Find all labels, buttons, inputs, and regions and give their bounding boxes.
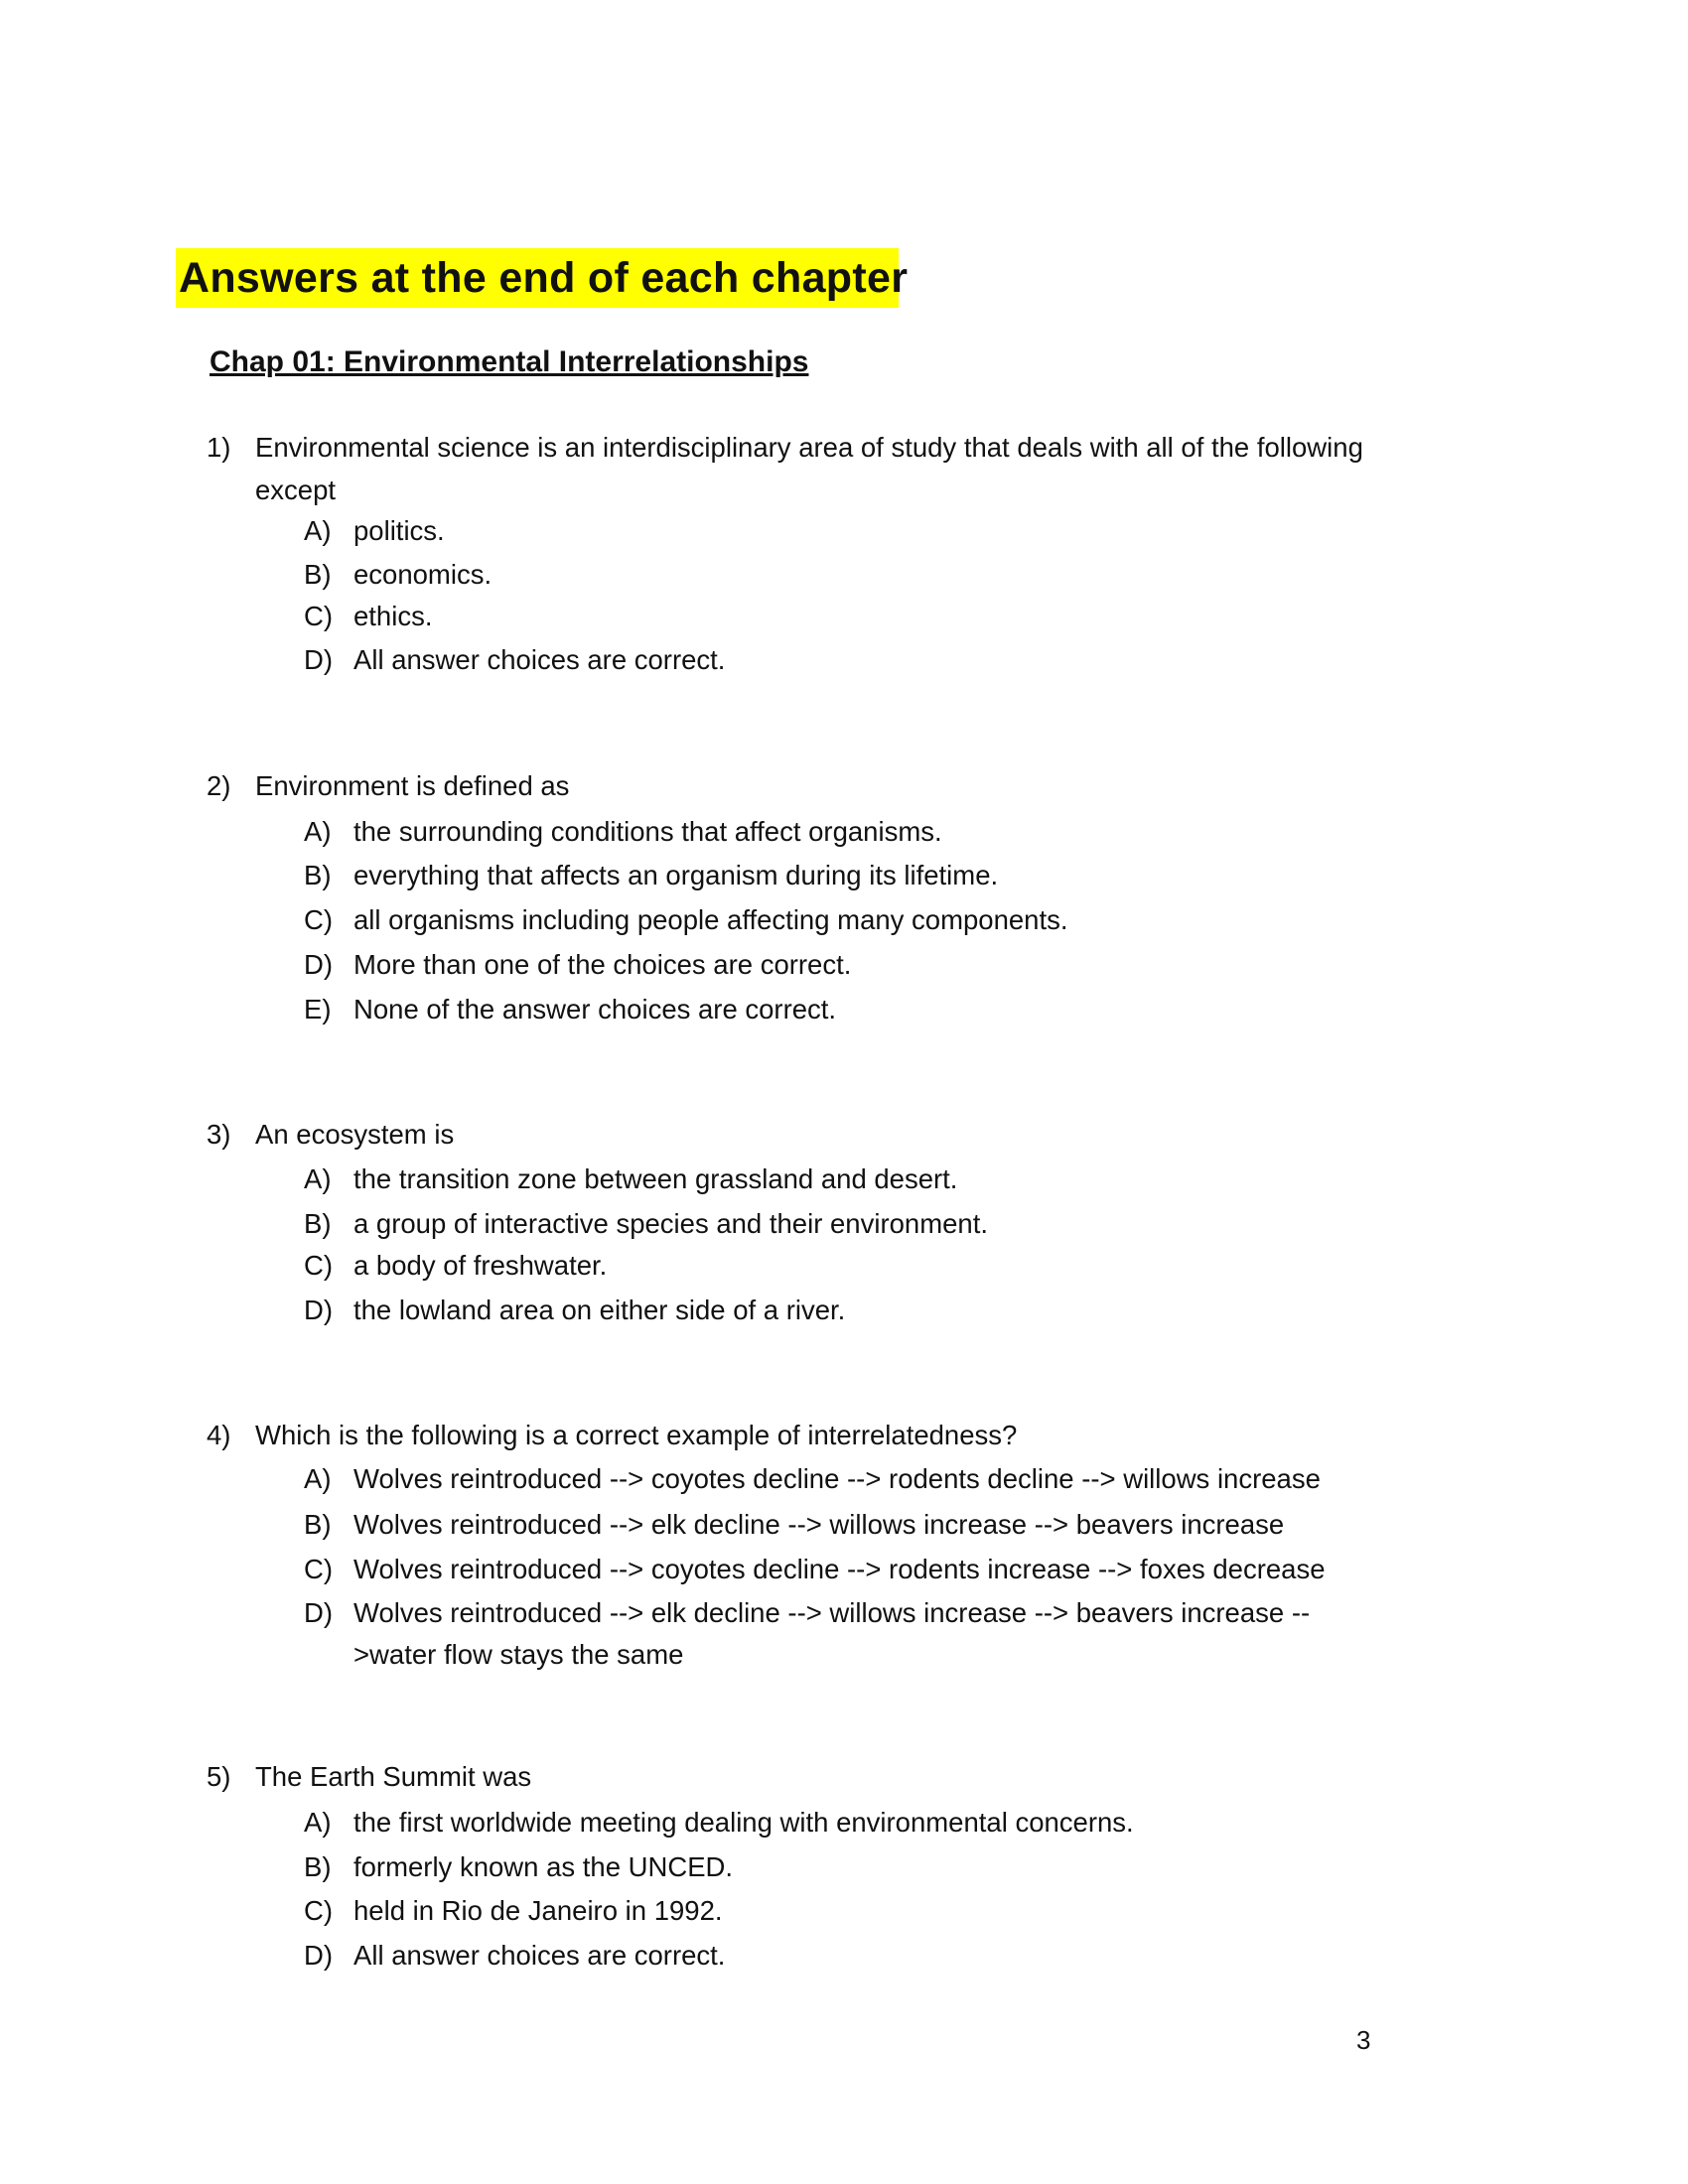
option-text: Wolves reintroduced --> coyotes decline --> rodents increase --> foxes decrease (353, 1554, 1326, 1584)
option-letter: C) (304, 1250, 334, 1281)
question-number: 3) (207, 1119, 231, 1150)
option-letter: C) (304, 1895, 334, 1926)
option-letter: B) (304, 1208, 332, 1239)
option-text: >water flow stays the same (353, 1639, 684, 1670)
question-text: Which is the following is a correct example of interrelatedness? (255, 1420, 1018, 1450)
option-letter: E) (304, 994, 332, 1024)
option-text: More than one of the choices are correct. (353, 949, 852, 980)
option-letter: D) (304, 1295, 334, 1325)
chapter-heading: Chap 01: Environmental Interrelationships (210, 345, 809, 378)
option-letter: C) (304, 904, 334, 935)
option-letter: B) (304, 559, 332, 590)
option-letter: A) (304, 515, 332, 546)
option-letter: D) (304, 1940, 334, 1971)
question-number: 4) (207, 1420, 231, 1450)
option-text: Wolves reintroduced --> coyotes decline --> rodents decline --> willows increase (353, 1463, 1321, 1494)
question-text: Environmental science is an interdisciplinary area of study that deals with all of the following (255, 432, 1363, 463)
option-text: the surrounding conditions that affect organisms. (353, 816, 942, 847)
option-text: Wolves reintroduced --> elk decline --> willows increase --> beavers increase -- (353, 1597, 1311, 1628)
option-text: a group of interactive species and their environment. (353, 1208, 988, 1239)
option-text: Wolves reintroduced --> elk decline --> willows increase --> beavers increase (353, 1509, 1285, 1540)
option-letter: C) (304, 1554, 334, 1584)
option-letter: B) (304, 1851, 332, 1882)
option-text: everything that affects an organism during its lifetime. (353, 860, 999, 890)
option-text: a body of freshwater. (353, 1250, 608, 1281)
option-letter: B) (304, 1509, 332, 1540)
question-number: 5) (207, 1761, 231, 1792)
option-text: held in Rio de Janeiro in 1992. (353, 1895, 723, 1926)
option-letter: D) (304, 1597, 334, 1628)
option-letter: B) (304, 860, 332, 890)
option-letter: A) (304, 1807, 332, 1838)
option-letter: A) (304, 1463, 332, 1494)
option-text: None of the answer choices are correct. (353, 994, 837, 1024)
option-text: ethics. (353, 601, 433, 631)
question-text: except (255, 475, 337, 505)
option-text: the first worldwide meeting dealing with environmental concerns. (353, 1807, 1134, 1838)
question-number: 1) (207, 432, 231, 463)
option-letter: D) (304, 949, 334, 980)
option-letter: D) (304, 644, 334, 675)
option-text: the lowland area on either side of a river. (353, 1295, 846, 1325)
banner-title: Answers at the end of each chapter (179, 254, 909, 302)
question-text: An ecosystem is (255, 1119, 455, 1150)
option-text: All answer choices are correct. (353, 644, 726, 675)
option-text: All answer choices are correct. (353, 1940, 726, 1971)
question-text: Environment is defined as (255, 770, 570, 801)
option-text: all organisms including people affecting many components. (353, 904, 1068, 935)
option-text: the transition zone between grassland and desert. (353, 1163, 958, 1194)
option-text: politics. (353, 515, 445, 546)
option-letter: A) (304, 816, 332, 847)
page-number: 3 (1356, 2025, 1371, 2055)
option-letter: A) (304, 1163, 332, 1194)
question-number: 2) (207, 770, 231, 801)
option-text: economics. (353, 559, 492, 590)
question-text: The Earth Summit was (255, 1761, 532, 1792)
option-letter: C) (304, 601, 334, 631)
option-text: formerly known as the UNCED. (353, 1851, 734, 1882)
